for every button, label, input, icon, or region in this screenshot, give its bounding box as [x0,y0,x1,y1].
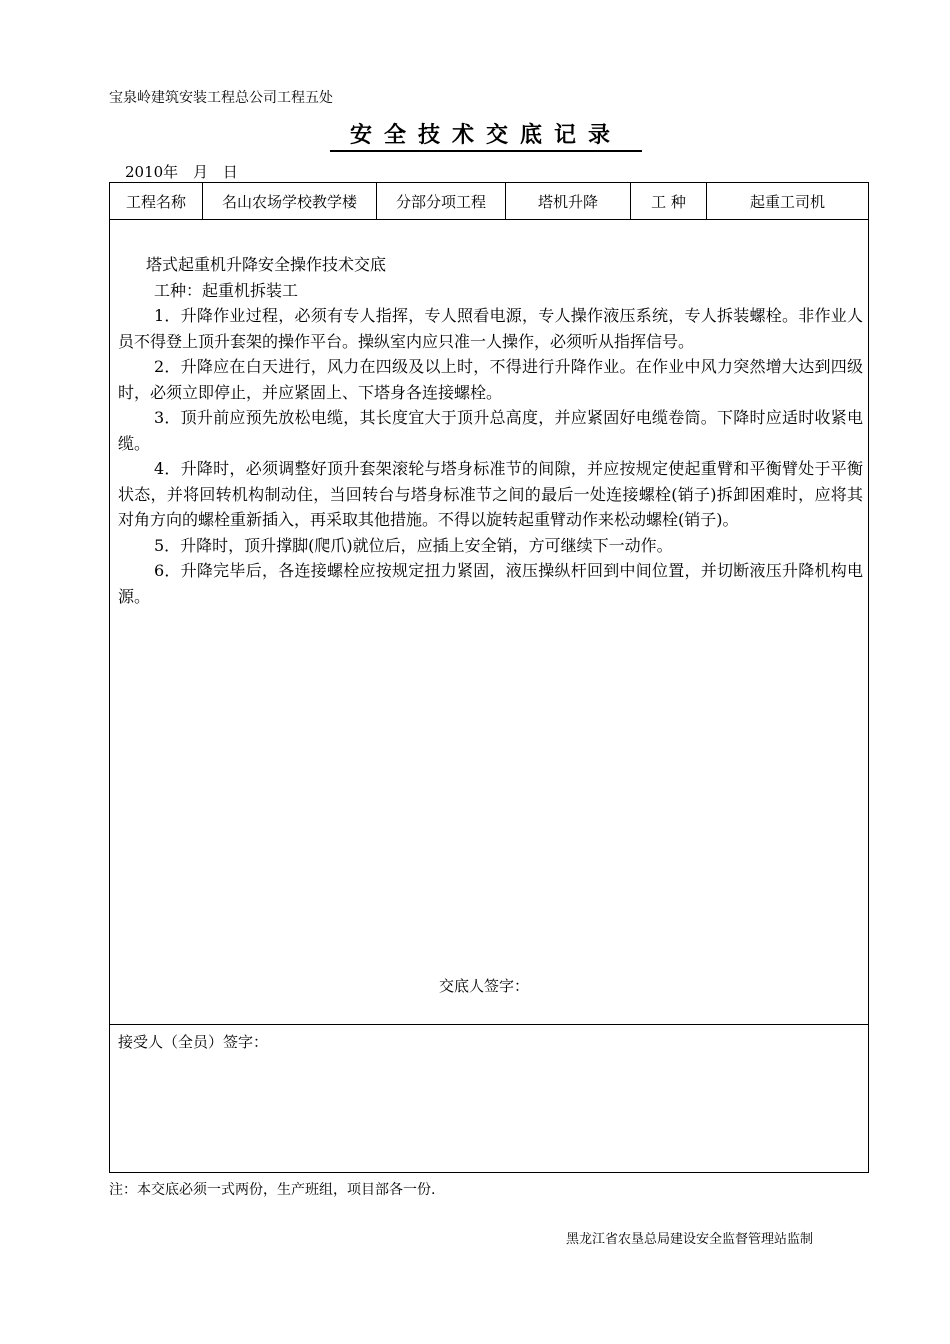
content-item-6: 6．升降完毕后，各连接螺栓应按规定扭力紧固，液压操纵杆回到中间位置，并切断液压升降机构电源。 [118,561,863,606]
document-date: 2010年 月 日 [125,163,238,181]
note-text: 注：本交底必须一式两份，生产班组，项目部各一份. [109,1182,436,1198]
subproject-label: 分部分项工程 [377,183,506,220]
info-table [109,182,869,220]
trade-value: 起重工司机 [707,183,869,220]
disclosure-content [118,252,863,609]
discloser-signature-label: 交底人签字： [439,977,530,995]
content-item-1: 1．升降作业过程，必须有专人指挥，专人照看电源，专人操作液压系统，专人拆装螺栓。非作业人员不得登上顶升套架的操作平台。操纵室内应只准一人操作，必须听从指挥信号。 [118,306,863,351]
content-item-5: 5．升降时，顶升撑脚(爬爪)就位后，应插上安全销，方可继续下一动作。 [154,535,673,555]
content-item-4: 4．升降时，必须调整好顶升套架滚轮与塔身标准节的间隙，并应按规定使起重臂和平衡臂处于平衡状态，并将回转机构制动住，当回转台与塔身标准节之间的最后一处连接螺栓(销子)拆卸困难时，应将其对角方向的螺栓重新插入，再采取其他措施。不得以旋转起重臂动作来松动螺栓(销子)。 [118,459,863,529]
content-item-3: 3．顶升前应预先放松电缆，其长度宜大于顶升总高度，并应紧固好电缆卷筒。下降时应适时收紧电缆。 [118,408,863,453]
company-name: 宝泉岭建筑安装工程总公司工程五处 [109,90,333,106]
receiver-signature-label: 接受人（全员）签字： [118,1033,269,1051]
info-row [110,183,869,220]
footer-text: 黑龙江省农垦总局建设安全监督管理站监制 [566,1232,814,1247]
content-heading: 塔式起重机升降安全操作技术交底 [146,255,387,274]
project-name-value: 名山农场学校教学楼 [203,183,377,220]
content-item-2: 2．升降应在白天进行，风力在四级及以上时，不得进行升降作业。在作业中风力突然增大达到四级时，必须立即停止，并应紧固上、下塔身各连接螺栓。 [118,357,863,402]
document-title: 安全技术交底记录 [330,118,642,152]
content-trade-line: 工种：起重机拆装工 [154,280,299,300]
subproject-value: 塔机升降 [506,183,631,220]
project-name-label: 工程名称 [110,183,203,220]
trade-label: 工 种 [631,183,707,220]
